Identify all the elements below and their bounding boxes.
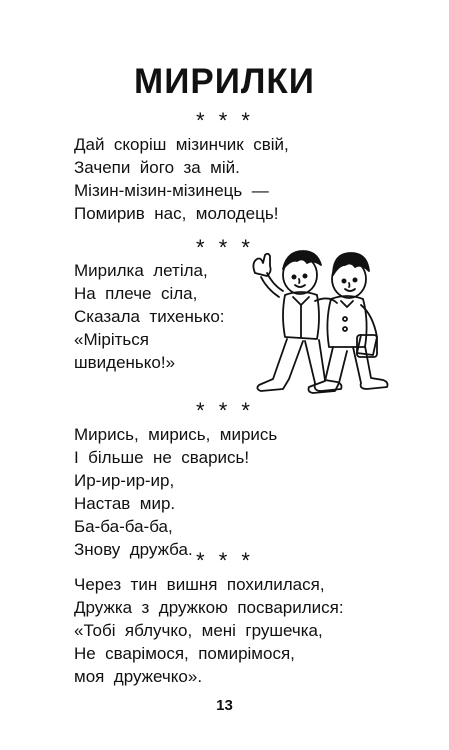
poem-3: [74, 423, 277, 561]
poem-line: моя дружечко».: [74, 667, 203, 686]
poem-line: Сказала тихенько:: [74, 307, 225, 326]
poem-1: [74, 133, 289, 225]
poem-line: Мізин-мізин-мізинець —: [74, 181, 269, 200]
poem-line: Знову дружба.: [74, 540, 193, 559]
stanza-separator: * * *: [196, 108, 254, 133]
poem-line: Настав мир.: [74, 494, 176, 513]
poem-line: швиденько!»: [74, 353, 176, 372]
poem-line: На плече сіла,: [74, 284, 198, 303]
poem-line: Ир-ир-ир-ир,: [74, 471, 175, 490]
poem-line: «Міріться: [74, 330, 149, 349]
page-number: 13: [216, 697, 233, 714]
page-title: МИРИЛКИ: [134, 62, 315, 101]
stanza-separator: * * *: [196, 235, 254, 260]
poem-2: [74, 259, 225, 374]
poem-line: Ба-ба-ба-ба,: [74, 517, 173, 536]
poem-line: Дружка з дружкою посварилися:: [74, 598, 344, 617]
poem-line: І більше не сварись!: [74, 448, 250, 467]
poem-4: [74, 573, 344, 688]
poem-line: Через тин вишня похилилася,: [74, 575, 325, 594]
poem-line: «Тобі яблучко, мені грушечка,: [74, 621, 323, 640]
poem-line: Мирись, мирись, мирись: [74, 425, 278, 444]
two-boys-friends-illustration: [245, 243, 395, 408]
poem-line: Дай скоріш мізинчик свій,: [74, 135, 289, 154]
poem-line: Помирив нас, молодець!: [74, 204, 279, 223]
poem-line: Зачепи його за мій.: [74, 158, 240, 177]
poem-line: Не сварімося, помирімося,: [74, 644, 295, 663]
stanza-separator: * * *: [196, 548, 254, 573]
stanza-separator: * * *: [196, 398, 254, 423]
poem-line: Мирилка летіла,: [74, 261, 208, 280]
